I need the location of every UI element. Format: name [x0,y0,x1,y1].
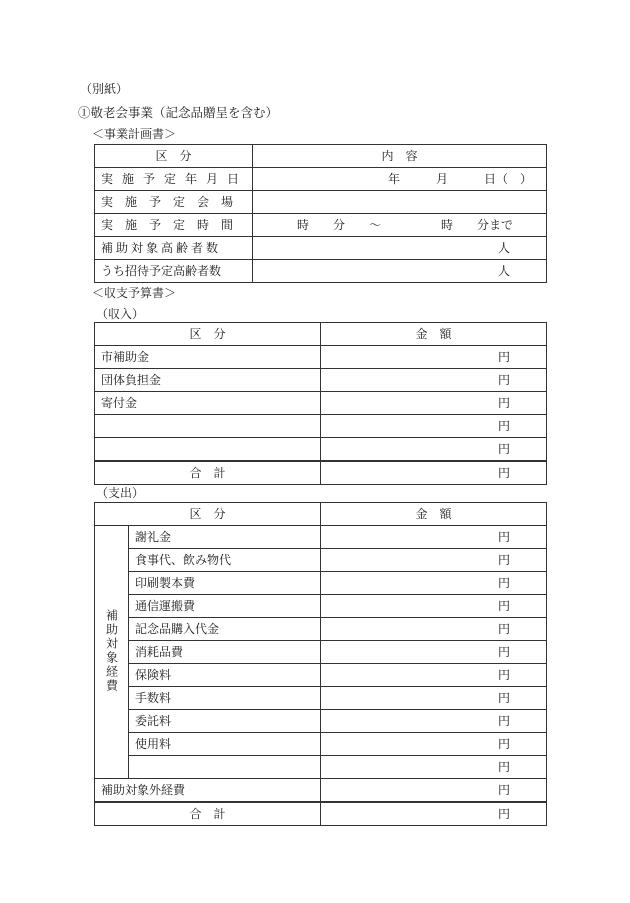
expense-item-amount[interactable]: 円 [321,664,547,687]
plan-label-invited: うち招待予定高齢者数 [95,260,253,283]
expense-item-label[interactable] [129,756,321,779]
income-item-amount[interactable]: 円 [321,438,547,462]
income-item-label[interactable] [95,438,321,462]
expense-total-label: 合 計 [95,802,321,826]
expense-item-amount[interactable]: 円 [321,572,547,595]
expense-total-row [95,802,547,826]
table-row [95,549,547,572]
plan-row-eligible [95,237,547,260]
expense-total-amount[interactable]: 円 [321,802,547,826]
table-row [95,392,547,415]
plan-value-invited[interactable]: 人 [253,260,547,283]
appendix-label: （別紙） [80,82,129,96]
income-item-amount[interactable]: 円 [321,392,547,415]
plan-header-row [95,145,547,168]
expense-item-label: 消耗品費 [129,641,321,664]
income-item-label: 市補助金 [95,346,321,369]
table-row [95,595,547,618]
plan-label-eligible: 補助対象高齢者数 [95,237,253,260]
expense-item-label: 使用料 [129,733,321,756]
expense-item-amount[interactable]: 円 [321,549,547,572]
income-total-amount[interactable]: 円 [321,461,547,485]
expense-item-amount[interactable]: 円 [321,710,547,733]
expense-item-label: 印刷製本費 [129,572,321,595]
expense-header-amount: 金 額 [321,503,547,526]
expense-group-label [95,526,129,779]
plan-heading: ＜事業計画書＞ [92,127,177,141]
income-item-amount[interactable]: 円 [321,346,547,369]
expense-header-row [95,503,547,526]
income-label: （収入） [96,307,145,321]
income-item-amount[interactable]: 円 [321,415,547,438]
expense-item-label: 食事代、飲み物代 [129,549,321,572]
expense-other-row [95,779,547,803]
plan-label-date: 実施予定年月日 [95,168,253,191]
expense-label: （支出） [96,486,145,500]
income-table [94,322,547,485]
table-row [95,710,547,733]
table-row [95,415,547,438]
income-total-row [95,461,547,485]
table-row [95,733,547,756]
expense-item-amount[interactable]: 円 [321,756,547,779]
expense-item-label: 保険料 [129,664,321,687]
expense-table [94,502,547,826]
plan-value-date[interactable]: 年 月 日（ ） [253,168,547,191]
income-item-label[interactable] [95,415,321,438]
income-header-row [95,323,547,346]
table-row [95,687,547,710]
plan-row-invited [95,260,547,283]
expense-item-amount[interactable]: 円 [321,618,547,641]
plan-header-category: 区 分 [95,145,253,168]
income-item-amount[interactable]: 円 [321,369,547,392]
budget-heading: ＜収支予算書＞ [92,286,177,300]
table-row [95,618,547,641]
expense-item-amount[interactable]: 円 [321,641,547,664]
plan-value-venue[interactable] [253,191,547,214]
income-item-label: 寄付金 [95,392,321,415]
plan-table [94,144,547,283]
table-row [95,526,547,549]
table-row [95,641,547,664]
expense-item-label: 手数料 [129,687,321,710]
plan-row-date [95,168,547,191]
plan-value-time[interactable]: 時 分 ～ 時 分まで [253,214,547,237]
expense-item-label: 謝礼金 [129,526,321,549]
expense-header-category: 区 分 [95,503,321,526]
table-row [95,346,547,369]
expense-item-amount[interactable]: 円 [321,687,547,710]
table-row [95,369,547,392]
expense-item-label: 記念品購入代金 [129,618,321,641]
income-header-amount: 金 額 [321,323,547,346]
table-row [95,756,547,779]
expense-item-label: 通信運搬費 [129,595,321,618]
plan-label-venue: 実施予定会場 [95,191,253,214]
expense-other-label: 補助対象外経費 [95,779,321,803]
expense-item-amount[interactable]: 円 [321,526,547,549]
plan-header-content: 内 容 [253,145,547,168]
expense-item-amount[interactable]: 円 [321,595,547,618]
table-row [95,438,547,462]
table-row [95,664,547,687]
expense-group-text: 補助対象経費 [104,608,119,693]
income-item-label: 団体負担金 [95,369,321,392]
income-total-label: 合 計 [95,461,321,485]
plan-value-eligible[interactable]: 人 [253,237,547,260]
table-row [95,572,547,595]
plan-label-time: 実施予定時間 [95,214,253,237]
expense-item-amount[interactable]: 円 [321,733,547,756]
expense-other-amount[interactable]: 円 [321,779,547,803]
plan-row-time [95,214,547,237]
section-title: ①敬老会事業（記念品贈呈を含む） [78,105,279,120]
expense-item-label: 委託料 [129,710,321,733]
income-header-category: 区 分 [95,323,321,346]
plan-row-venue [95,191,547,214]
